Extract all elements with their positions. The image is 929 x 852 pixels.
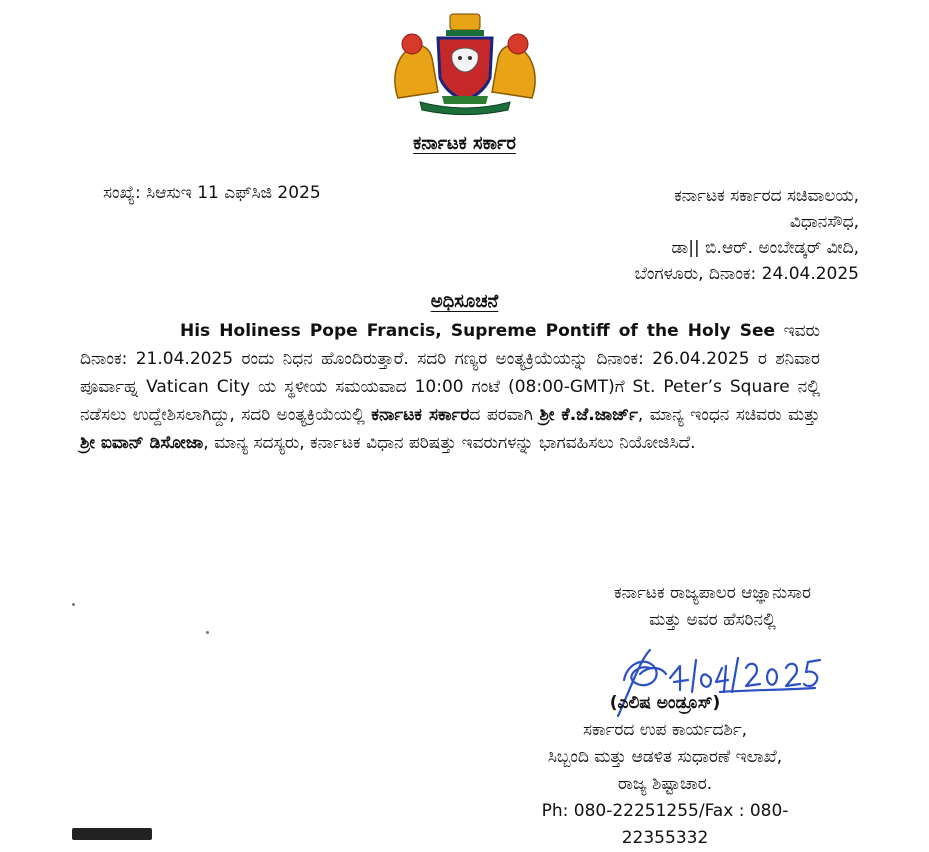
body-text-segment: ಇವರು ದಿನಾಂಕ: 21.04.2025 ರಂದು ನಿಧನ ಹೊಂದಿರುತ್ತಾರೆ. ಸದರಿ ಗಣ್ಯರ ಅಂತ್ಯಕ್ರಿಯೆಯನ್ನು ದಿನಾಂಕ: 26.04.2025 ರ ಶನಿವಾರ ಪೂರ್ವಾಹ್ನ Vatican City ಯ ಸ್ಥಳೀಯ ಸಮಯವಾದ 10:00 ಗಂಟೆ (08:00-GMT)ಗೆ St. Peter’s Square ನಲ್ಲಿ ನಡೆಸಲು ಉದ್ದೇಶಿಸಲಾಗಿದ್ದು, ಸದರಿ ಅಂತ್ಯಕ್ರಿಯೆಯಲ್ಲಿ xyxy=(80,321,820,425)
contact-numbers: Ph: 080-22251255/Fax : 080-22355332 xyxy=(541,801,789,848)
notification-body xyxy=(80,317,820,457)
government-name-inline: ಕರ್ನಾಟಕ ಸರ್ಕಾರ xyxy=(371,405,470,425)
body-text-segment: , ಮಾನ್ಯ ಇಂಧನ ಸಚಿವರು ಮತ್ತು xyxy=(637,405,820,425)
body-text-segment: , ಮಾನ್ಯ ಸದಸ್ಯರು, ಕರ್ನಾಟಕ ವಿಧಾನ ಪರಿಷತ್ತು ಇವರುಗಳನ್ನು ಭಾಗವಹಿಸಲು ನಿಯೋಜಿಸಿದೆ. xyxy=(203,433,696,453)
address-date-line: ಬೆಂಗಳೂರು, ದಿನಾಂಕ: 24.04.2025 xyxy=(634,264,859,284)
order-line: ಕರ್ನಾಟಕ ರಾಜ್ಯಪಾಲರ ಆಜ್ಞಾನುಸಾರ xyxy=(613,583,811,603)
reference-number: ಸಂಖ್ಯೆ: ಸಿಆಸುಇ 11 ಎಫ್‌ಸಿಜಿ 2025 xyxy=(103,183,321,203)
address-line: ವಿಧಾನಸೌಧ, xyxy=(789,212,859,232)
body-text-segment: ದ ಪರವಾಗಿ xyxy=(469,405,540,425)
signer-name: (ಎಲಿಷ ಅಂಡ್ರೂಸ್) xyxy=(609,693,721,713)
delegate-name-george: ಶ್ರೀ ಕೆ.ಜೆ.ಜಾರ್ಜ್ xyxy=(539,405,638,425)
signer-section: ರಾಜ್ಯ ಶಿಷ್ಟಾಚಾರ. xyxy=(617,774,713,794)
signer-designation: ಸರ್ಕಾರದ ಉಪ ಕಾರ್ಯದರ್ಶಿ, xyxy=(582,720,748,740)
cut-off-text xyxy=(72,828,152,840)
notification-title: ಅಧಿಸೂಚನೆ xyxy=(430,291,499,312)
address-line: ಕರ್ನಾಟಕ ಸರ್ಕಾರದ ಸಚಿವಾಲಯ, xyxy=(674,186,859,206)
delegate-name-dsouza: ಶ್ರೀ ಐವಾನ್ ಡಿಸೋಜಾ xyxy=(80,433,204,453)
government-title: ಕರ್ನಾಟಕ ಸರ್ಕಾರ xyxy=(413,133,516,154)
order-line: ಮತ್ತು ಅವರ ಹೆಸರಿನಲ್ಲಿ xyxy=(649,610,776,630)
state-emblem-logo xyxy=(380,6,550,116)
signer-department: ಸಿಬ್ಬಂದಿ ಮತ್ತು ಆಡಳಿತ ಸುಧಾರಣೆ ಇಲಾಖೆ, xyxy=(547,747,783,767)
scan-speck xyxy=(72,603,75,606)
pope-name: His Holiness Pope Francis, Supreme Pontiff of the Holy See xyxy=(180,321,776,341)
scan-speck xyxy=(206,631,209,634)
address-line: ಡಾ|| ಬಿ.ಆರ್. ಅಂಬೇಡ್ಕರ್ ವೀದಿ, xyxy=(671,238,859,258)
office-address xyxy=(635,183,859,287)
signer-block xyxy=(500,690,830,852)
